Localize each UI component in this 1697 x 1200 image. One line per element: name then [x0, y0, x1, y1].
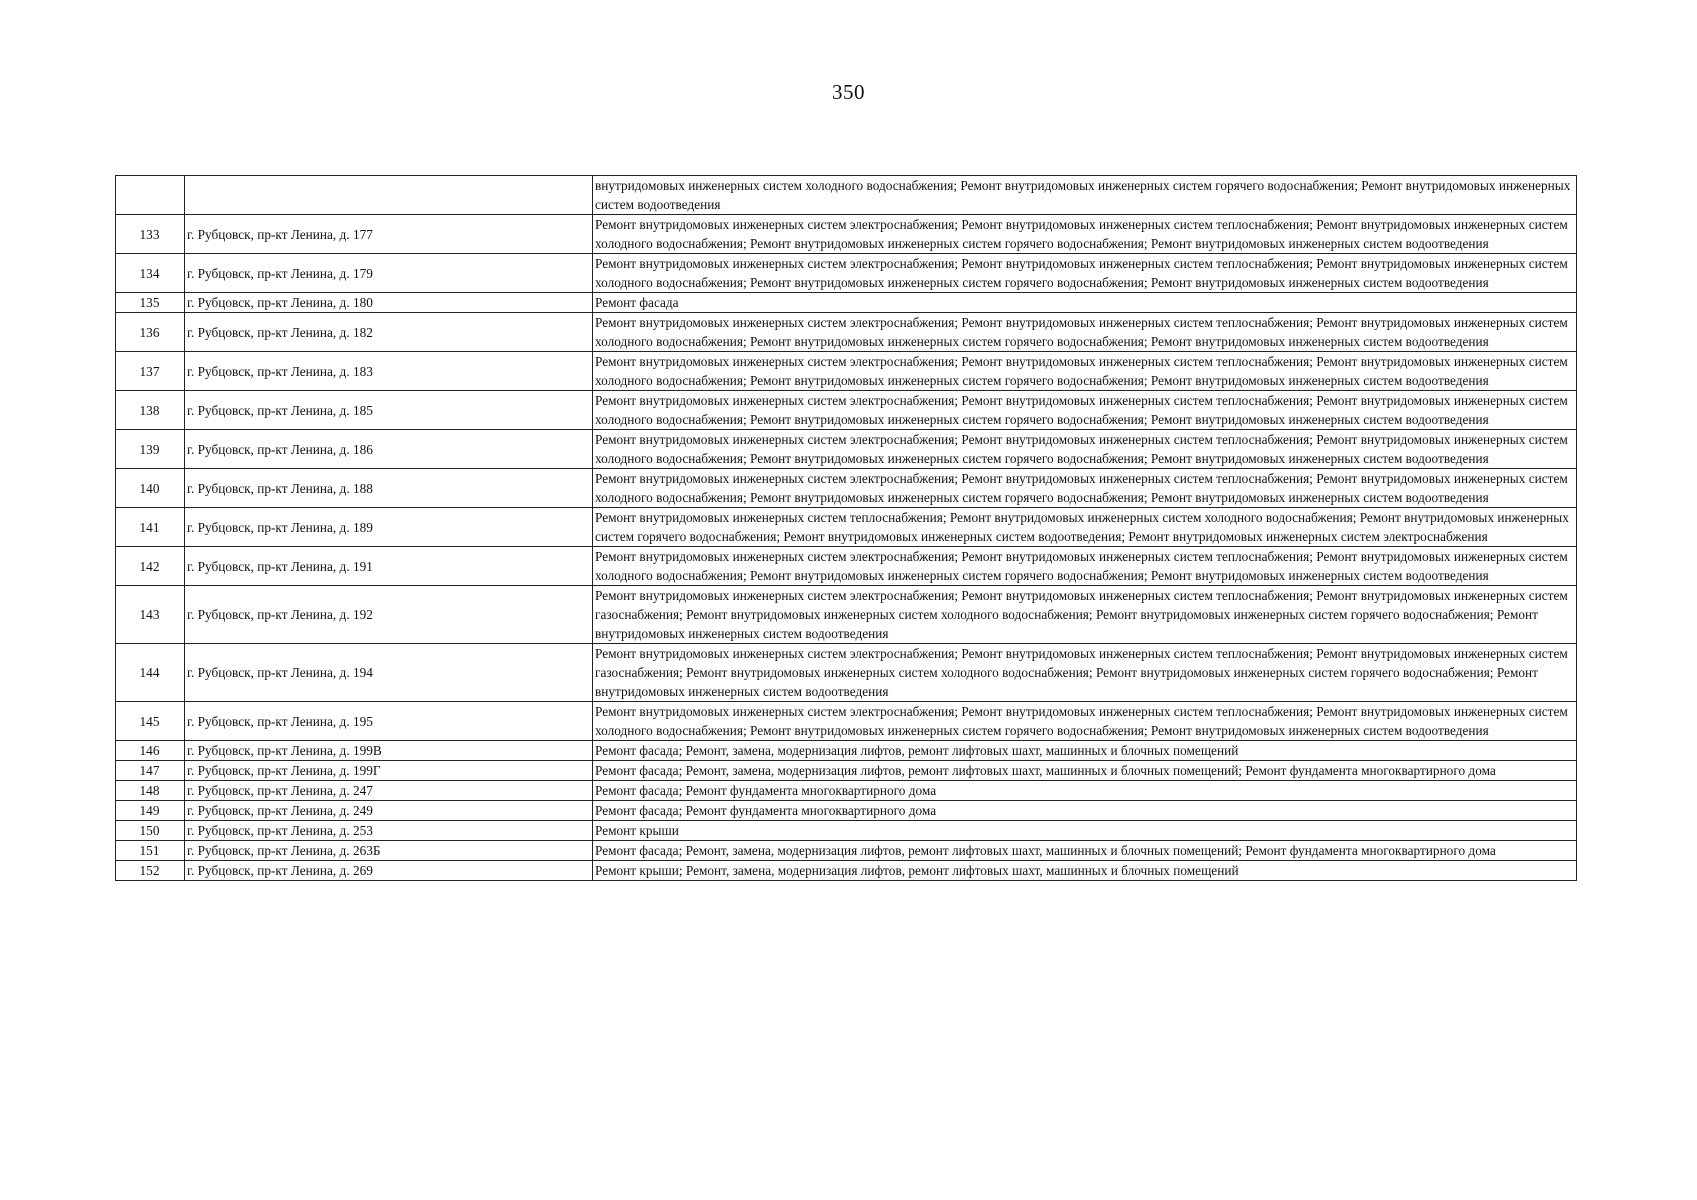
table-row: [116, 861, 1577, 881]
address-cell: г. Рубцовск, пр-кт Ленина, д. 188: [185, 469, 593, 508]
address-cell: г. Рубцовск, пр-кт Ленина, д. 247: [185, 781, 593, 801]
address-cell: г. Рубцовск, пр-кт Ленина, д. 249: [185, 801, 593, 821]
row-number: 144: [116, 644, 185, 702]
table-row: [116, 547, 1577, 586]
table-body: [116, 176, 1577, 881]
works-cell: Ремонт внутридомовых инженерных систем электроснабжения; Ремонт внутридомовых инженерных систем теплоснабжения; Ремонт внутридомовых инженерных систем холодного водоснабжения; Ремонт внутридомовых инженерных систем горячего водоснабжения; Ремонт внутридомовых инженерных систем водоотведения: [593, 352, 1577, 391]
address-cell: г. Рубцовск, пр-кт Ленина, д. 263Б: [185, 841, 593, 861]
address-cell: г. Рубцовск, пр-кт Ленина, д. 195: [185, 702, 593, 741]
table-row: [116, 254, 1577, 293]
row-number: 136: [116, 313, 185, 352]
address-cell: г. Рубцовск, пр-кт Ленина, д. 189: [185, 508, 593, 547]
row-number: 142: [116, 547, 185, 586]
address-cell: г. Рубцовск, пр-кт Ленина, д. 269: [185, 861, 593, 881]
address-cell: г. Рубцовск, пр-кт Ленина, д. 177: [185, 215, 593, 254]
table-row: [116, 391, 1577, 430]
table-row: [116, 702, 1577, 741]
works-cell: Ремонт фасада: [593, 293, 1577, 313]
works-cell: Ремонт фасада; Ремонт, замена, модернизация лифтов, ремонт лифтовых шахт, машинных и блочных помещений: [593, 741, 1577, 761]
row-number: 143: [116, 586, 185, 644]
works-cell: Ремонт внутридомовых инженерных систем электроснабжения; Ремонт внутридомовых инженерных систем теплоснабжения; Ремонт внутридомовых инженерных систем холодного водоснабжения; Ремонт внутридомовых инженерных систем горячего водоснабжения; Ремонт внутридомовых инженерных систем водоотведения: [593, 469, 1577, 508]
works-cell: Ремонт внутридомовых инженерных систем электроснабжения; Ремонт внутридомовых инженерных систем теплоснабжения; Ремонт внутридомовых инженерных систем холодного водоснабжения; Ремонт внутридомовых инженерных систем горячего водоснабжения; Ремонт внутридомовых инженерных систем водоотведения: [593, 254, 1577, 293]
works-cell: Ремонт фасада; Ремонт фундамента многоквартирного дома: [593, 781, 1577, 801]
row-number: 146: [116, 741, 185, 761]
works-cell: Ремонт внутридомовых инженерных систем электроснабжения; Ремонт внутридомовых инженерных систем теплоснабжения; Ремонт внутридомовых инженерных систем холодного водоснабжения; Ремонт внутридомовых инженерных систем горячего водоснабжения; Ремонт внутридомовых инженерных систем водоотведения: [593, 313, 1577, 352]
row-number: [116, 176, 185, 215]
table-row: [116, 781, 1577, 801]
works-cell: Ремонт внутридомовых инженерных систем электроснабжения; Ремонт внутридомовых инженерных систем теплоснабжения; Ремонт внутридомовых инженерных систем газоснабжения; Ремонт внутридомовых инженерных систем холодного водоснабжения; Ремонт внутридомовых инженерных систем горячего водоснабжения; Ремонт внутридомовых инженерных систем водоотведения: [593, 586, 1577, 644]
works-cell: Ремонт фасада; Ремонт, замена, модернизация лифтов, ремонт лифтовых шахт, машинных и блочных помещений; Ремонт фундамента многоквартирного дома: [593, 841, 1577, 861]
row-number: 135: [116, 293, 185, 313]
address-cell: г. Рубцовск, пр-кт Ленина, д. 185: [185, 391, 593, 430]
table-row: [116, 644, 1577, 702]
table-row: [116, 293, 1577, 313]
address-cell: г. Рубцовск, пр-кт Ленина, д. 179: [185, 254, 593, 293]
row-number: 145: [116, 702, 185, 741]
address-cell: г. Рубцовск, пр-кт Ленина, д. 186: [185, 430, 593, 469]
row-number: 139: [116, 430, 185, 469]
row-number: 140: [116, 469, 185, 508]
works-cell: Ремонт внутридомовых инженерных систем теплоснабжения; Ремонт внутридомовых инженерных систем холодного водоснабжения; Ремонт внутридомовых инженерных систем горячего водоснабжения; Ремонт внутридомовых инженерных систем водоотведения; Ремонт внутридомовых инженерных систем электроснабжения: [593, 508, 1577, 547]
row-number: 133: [116, 215, 185, 254]
works-cell: Ремонт внутридомовых инженерных систем электроснабжения; Ремонт внутридомовых инженерных систем теплоснабжения; Ремонт внутридомовых инженерных систем холодного водоснабжения; Ремонт внутридомовых инженерных систем горячего водоснабжения; Ремонт внутридомовых инженерных систем водоотведения: [593, 702, 1577, 741]
address-cell: г. Рубцовск, пр-кт Ленина, д. 194: [185, 644, 593, 702]
row-number: 149: [116, 801, 185, 821]
address-cell: г. Рубцовск, пр-кт Ленина, д. 199Г: [185, 761, 593, 781]
row-number: 150: [116, 821, 185, 841]
works-cell: Ремонт фасада; Ремонт фундамента многоквартирного дома: [593, 801, 1577, 821]
works-cell: Ремонт крыши: [593, 821, 1577, 841]
row-number: 138: [116, 391, 185, 430]
works-cell: Ремонт внутридомовых инженерных систем электроснабжения; Ремонт внутридомовых инженерных систем теплоснабжения; Ремонт внутридомовых инженерных систем холодного водоснабжения; Ремонт внутридомовых инженерных систем горячего водоснабжения; Ремонт внутридомовых инженерных систем водоотведения: [593, 215, 1577, 254]
address-cell: [185, 176, 593, 215]
row-number: 137: [116, 352, 185, 391]
works-cell: Ремонт внутридомовых инженерных систем электроснабжения; Ремонт внутридомовых инженерных систем теплоснабжения; Ремонт внутридомовых инженерных систем холодного водоснабжения; Ремонт внутридомовых инженерных систем горячего водоснабжения; Ремонт внутридомовых инженерных систем водоотведения: [593, 430, 1577, 469]
address-cell: г. Рубцовск, пр-кт Ленина, д. 183: [185, 352, 593, 391]
works-cell: Ремонт крыши; Ремонт, замена, модернизация лифтов, ремонт лифтовых шахт, машинных и блочных помещений: [593, 861, 1577, 881]
table-row: [116, 313, 1577, 352]
row-number: 148: [116, 781, 185, 801]
row-number: 147: [116, 761, 185, 781]
works-cell: Ремонт внутридомовых инженерных систем электроснабжения; Ремонт внутридомовых инженерных систем теплоснабжения; Ремонт внутридомовых инженерных систем холодного водоснабжения; Ремонт внутридомовых инженерных систем горячего водоснабжения; Ремонт внутридомовых инженерных систем водоотведения: [593, 391, 1577, 430]
table-row: [116, 352, 1577, 391]
works-table: [115, 175, 1577, 881]
page-number: 350: [832, 80, 865, 104]
table-row: [116, 469, 1577, 508]
works-cell: Ремонт внутридомовых инженерных систем электроснабжения; Ремонт внутридомовых инженерных систем теплоснабжения; Ремонт внутридомовых инженерных систем холодного водоснабжения; Ремонт внутридомовых инженерных систем горячего водоснабжения; Ремонт внутридомовых инженерных систем водоотведения: [593, 547, 1577, 586]
table-row: [116, 801, 1577, 821]
works-cell: Ремонт фасада; Ремонт, замена, модернизация лифтов, ремонт лифтовых шахт, машинных и блочных помещений; Ремонт фундамента многоквартирного дома: [593, 761, 1577, 781]
row-number: 152: [116, 861, 185, 881]
table-row: [116, 841, 1577, 861]
row-number: 134: [116, 254, 185, 293]
address-cell: г. Рубцовск, пр-кт Ленина, д. 191: [185, 547, 593, 586]
address-cell: г. Рубцовск, пр-кт Ленина, д. 180: [185, 293, 593, 313]
table-row: [116, 586, 1577, 644]
works-cell: внутридомовых инженерных систем холодного водоснабжения; Ремонт внутридомовых инженерных систем горячего водоснабжения; Ремонт внутридомовых инженерных систем водоотведения: [593, 176, 1577, 215]
address-cell: г. Рубцовск, пр-кт Ленина, д. 253: [185, 821, 593, 841]
row-number: 141: [116, 508, 185, 547]
table-row: [116, 508, 1577, 547]
address-cell: г. Рубцовск, пр-кт Ленина, д. 192: [185, 586, 593, 644]
table-row: [116, 215, 1577, 254]
table-row: [116, 741, 1577, 761]
table-row: [116, 176, 1577, 215]
works-cell: Ремонт внутридомовых инженерных систем электроснабжения; Ремонт внутридомовых инженерных систем теплоснабжения; Ремонт внутридомовых инженерных систем газоснабжения; Ремонт внутридомовых инженерных систем холодного водоснабжения; Ремонт внутридомовых инженерных систем горячего водоснабжения; Ремонт внутридомовых инженерных систем водоотведения: [593, 644, 1577, 702]
address-cell: г. Рубцовск, пр-кт Ленина, д. 182: [185, 313, 593, 352]
table-row: [116, 761, 1577, 781]
table-row: [116, 821, 1577, 841]
row-number: 151: [116, 841, 185, 861]
table-row: [116, 430, 1577, 469]
address-cell: г. Рубцовск, пр-кт Ленина, д. 199В: [185, 741, 593, 761]
